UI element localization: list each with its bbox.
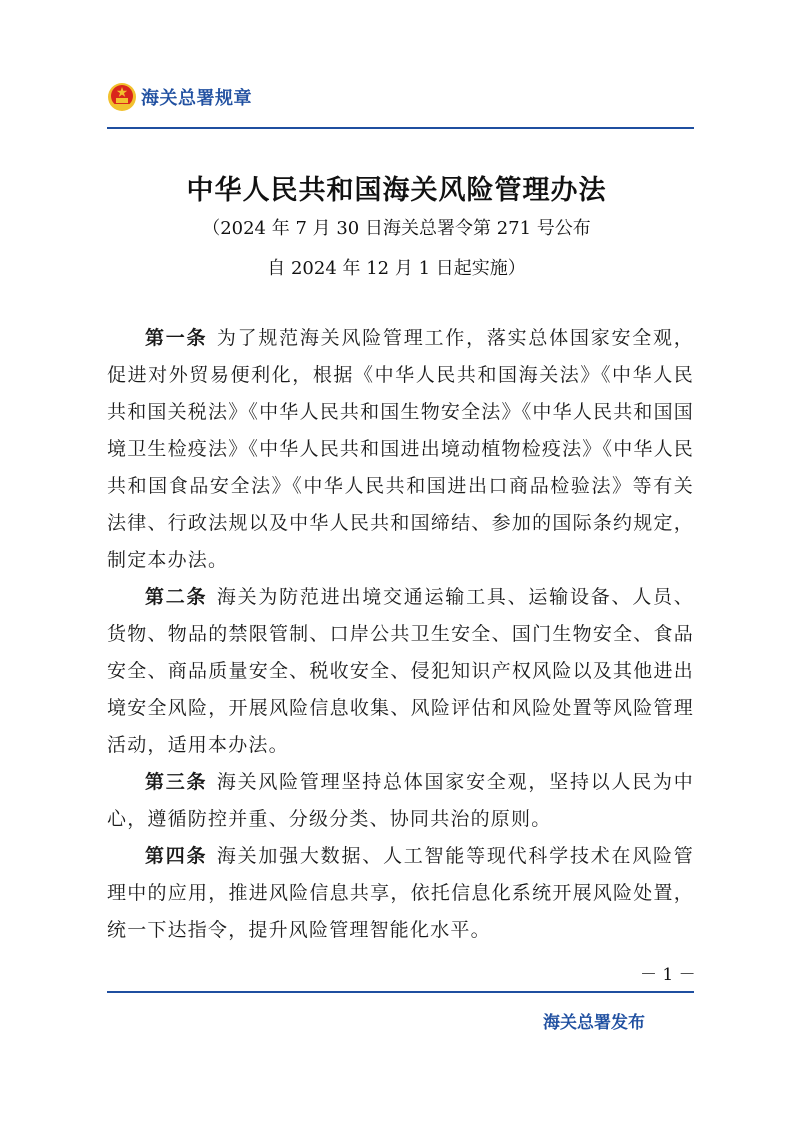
article-label: 第一条: [145, 327, 208, 349]
article-label: 第二条: [145, 586, 208, 608]
page-header: [107, 82, 252, 112]
document-body: [107, 320, 694, 949]
header-divider: [107, 127, 694, 129]
document-subtitle-line1: （2024 年 7 月 30 日海关总署令第 271 号公布: [202, 218, 591, 239]
article-label: 第三条: [145, 771, 208, 793]
article-text: 海关加强大数据、人工智能等现代科学技术在风险管理中的应用，推进风险信息共享，依托信息化系统开展风险处置，统一下达指令，提升风险管理智能化水平。: [107, 845, 694, 941]
header-title: 海关总署规章: [141, 88, 252, 109]
document-subtitle-line2: 自 2024 年 12 月 1 日起实施）: [267, 258, 526, 279]
article-text: 海关为防范进出境交通运输工具、运输设备、人员、货物、物品的禁限管制、口岸公共卫生安全、国门生物安全、食品安全、商品质量安全、税收安全、侵犯知识产权风险以及其他进出境安全风险，开展风险信息收集、风险评估和风险处置等风险管理活动，适用本办法。: [107, 586, 694, 756]
national-emblem-icon: [107, 82, 137, 112]
page-number: － 1 －: [640, 965, 696, 985]
article-label: 第四条: [145, 845, 208, 867]
article-3: [107, 764, 694, 838]
article-4: [107, 838, 694, 949]
footer-publisher: 海关总署发布: [543, 1013, 645, 1033]
article-2: [107, 579, 694, 764]
article-text: 海关风险管理坚持总体国家安全观，坚持以人民为中心，遵循防控并重、分级分类、协同共治的原则。: [107, 771, 694, 830]
article-1: [107, 320, 694, 579]
article-text: 为了规范海关风险管理工作，落实总体国家安全观，促进对外贸易便利化，根据《中华人民共和国海关法》《中华人民共和国关税法》《中华人民共和国生物安全法》《中华人民共和国国境卫生检疫法》《中华人民共和国进出境动植物检疫法》《中华人民共和国食品安全法》《中华人民共和国进出口商品检验法》等有关法律、行政法规以及中华人民共和国缔结、参加的国际条约规定，制定本办法。: [107, 327, 695, 571]
footer-divider: [107, 991, 694, 993]
document-title: 中华人民共和国海关风险管理办法: [186, 175, 607, 206]
